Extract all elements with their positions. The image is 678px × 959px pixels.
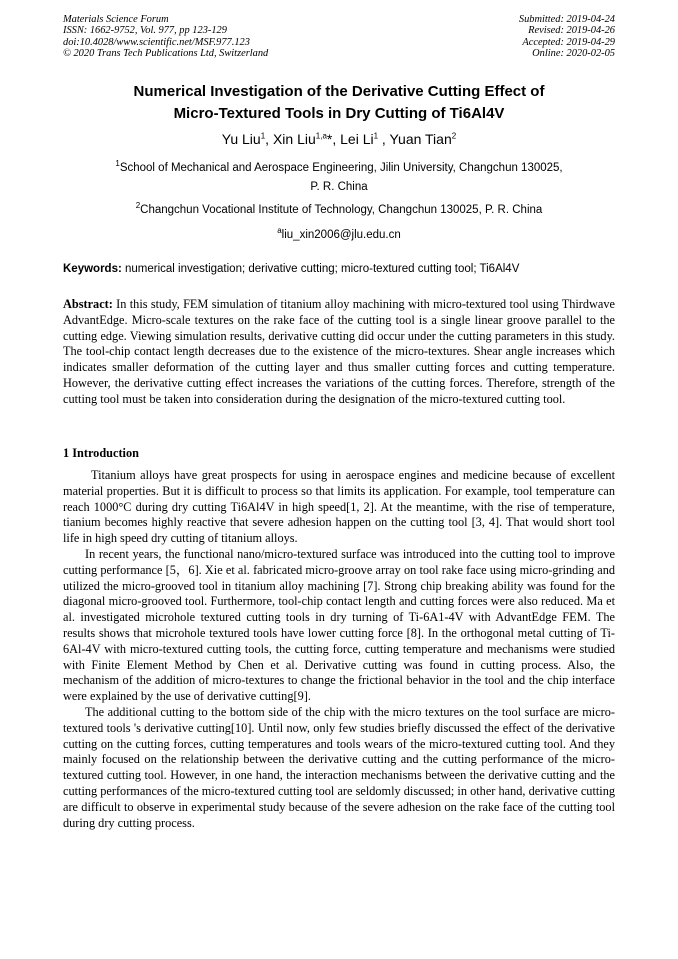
author-list <box>40 130 638 148</box>
affiliation-2-text: Changchun Vocational Institute of Technology, Changchun 130025, P. R. China <box>140 204 543 216</box>
affiliation-1-line-2: P. R. China <box>310 181 368 193</box>
email-address[interactable]: liu_xin2006@jlu.edu.cn <box>281 229 401 241</box>
author-separator: , <box>332 131 341 147</box>
author-separator: , <box>378 131 390 147</box>
affiliation-2 <box>40 201 638 220</box>
title-line-2: Micro-Textured Tools in Dry Cutting of Ti6Al4V <box>173 105 505 122</box>
author-name: Yu Liu <box>221 131 261 147</box>
affiliation-1-line-1: School of Mechanical and Aerospace Engineering, Jilin University, Changchun 130025, <box>119 162 563 174</box>
author-affiliation-mark: 1 <box>373 131 379 141</box>
keywords-label: Keywords: <box>63 263 122 275</box>
affiliation-mark: 1 <box>115 159 120 169</box>
author-name: Xin Liu <box>272 131 316 147</box>
body-paragraph: The additional cutting to the bottom side of the chip with the micro textures on the tool surface are micro-textured tools 's derivative cutting[10]. Until now, only few studies briefly discussed the effect of the derivative cutting on the cutting forces, cutting temperatures and tools wears of the micro-textured cutting tool. And they mainly focused on the relationship between the derivative cutting and the cutting performance of the micro-textured cutting tool. However, in one hand, the interaction mechanisms between the derivative cutting and the cutting performances of the micro-textured cutting tool are seldomly discussed; in other hand, derivative cutting are difficult to observe in experimental study because of the severe adhesion on the rake face of the cutting tool during dry cutting process. <box>63 704 615 830</box>
abstract <box>63 297 615 408</box>
section-heading-introduction: 1 Introduction <box>63 446 139 460</box>
introduction-body <box>63 468 615 831</box>
body-paragraph: In recent years, the functional nano/micro-textured surface was introduced into the cutting tool to improve cutting performance [5，6]. Xie et al. fabricated micro-groove array on tool rake face using micro-grinding and utilized the micro-grooved tool in titanium alloy machining [7]. Strong chip breaking ability was found for the diagonal micro-grooved tool. Furthermore, tool-chip contact length and cutting forces were also reduced. Ma et al. investigated microhole textured cutting tools in dry turning of Ti-6A1-4V with AdvantEdge FEM. The results shows that microhole textured tools have lower cutting force [8]. In the orthogonal metal cutting of Ti-6Al-4V with micro-textured cutting tools, the cutting force, cutting temperature and mechanisms were studied with Finite Element Method by Chen et al. Derivative cutting was found in cutting process. Also, the mechanism of the addition of micro-textures to change the frictional behavior in the tool and the chip interface were explained by the use of derivative cutting[9]. <box>63 546 615 704</box>
affiliation-mark: 2 <box>135 201 141 211</box>
author-separator: , <box>265 131 273 147</box>
author-affiliation-mark: 1 <box>260 131 266 141</box>
abstract-label: Abstract: <box>63 297 113 311</box>
keywords <box>63 262 623 277</box>
paper-title <box>40 81 638 125</box>
author-affiliation-mark: 1,a <box>315 131 327 141</box>
author-name: Lei Li <box>340 131 374 147</box>
dates-header <box>519 14 615 59</box>
title-line-1: Numerical Investigation of the Derivative Cutting Effect of <box>133 83 545 100</box>
copyright-line: © 2020 Trans Tech Publications Ltd, Switzerland <box>63 47 269 59</box>
body-paragraph: Titanium alloys have great prospects for using in aerospace engines and medicine because of excellent material properties. But it is difficult to process so that limits its application. For example, tool temperature can reach 1000°C during dry cutting Ti6Al4V in high speed[1, 2]. At the meantime, with the rise of temperature, tianium becomes highly reactive that severe adhesion happen on the cutting tool [3, 4]. That would short tool life in high speed dry cutting of titanium alloys. <box>63 468 615 546</box>
submitted-date: Submitted: 2019-04-24 <box>518 14 615 25</box>
email-mark: a <box>277 226 282 236</box>
author-affiliation-mark: 2 <box>451 131 457 141</box>
corresponding-email <box>40 226 638 245</box>
revised-date: Revised: 2019-04-26 <box>528 25 615 37</box>
affiliation-1 <box>40 159 638 197</box>
accepted-date: Accepted: 2019-04-29 <box>522 36 615 48</box>
issn-volume-pages: ISSN: 1662-9752, Vol. 977, pp 123-129 <box>63 25 227 37</box>
journal-info-header <box>63 14 268 59</box>
author-name: Yuan Tian <box>389 131 452 147</box>
abstract-text: In this study, FEM simulation of titanium alloy machining with micro-textured tool using Thirdwave AdvantEdge. Micro-scale textures on the rake face of the cutting tool is a single linear groove parallel to the cutting edge. Viewing simulation results, derivative cutting did occur under the cutting parameters in this study. The tool-chip contact length decreases due to the existence of the micro-textures. Shear angle increases which indicates smaller deformation of the cutting layer and thus smaller cutting forces and cutting temperature. However, the derivative cutting effect increases the variations of the cutting forces. Therefore, strength of the cutting tool must be taken into consideration during the designation of the micro-textured cutting tool. <box>63 297 615 406</box>
keywords-text: numerical investigation; derivative cutting; micro-textured cutting tool; Ti6Al4V <box>121 263 520 275</box>
corresponding-author-mark: * <box>326 131 333 147</box>
doi-link[interactable]: doi:10.4028/www.scientific.net/MSF.977.123 <box>63 36 250 48</box>
journal-name: Materials Science Forum <box>63 14 169 25</box>
online-date: Online: 2020-02-05 <box>532 47 615 59</box>
